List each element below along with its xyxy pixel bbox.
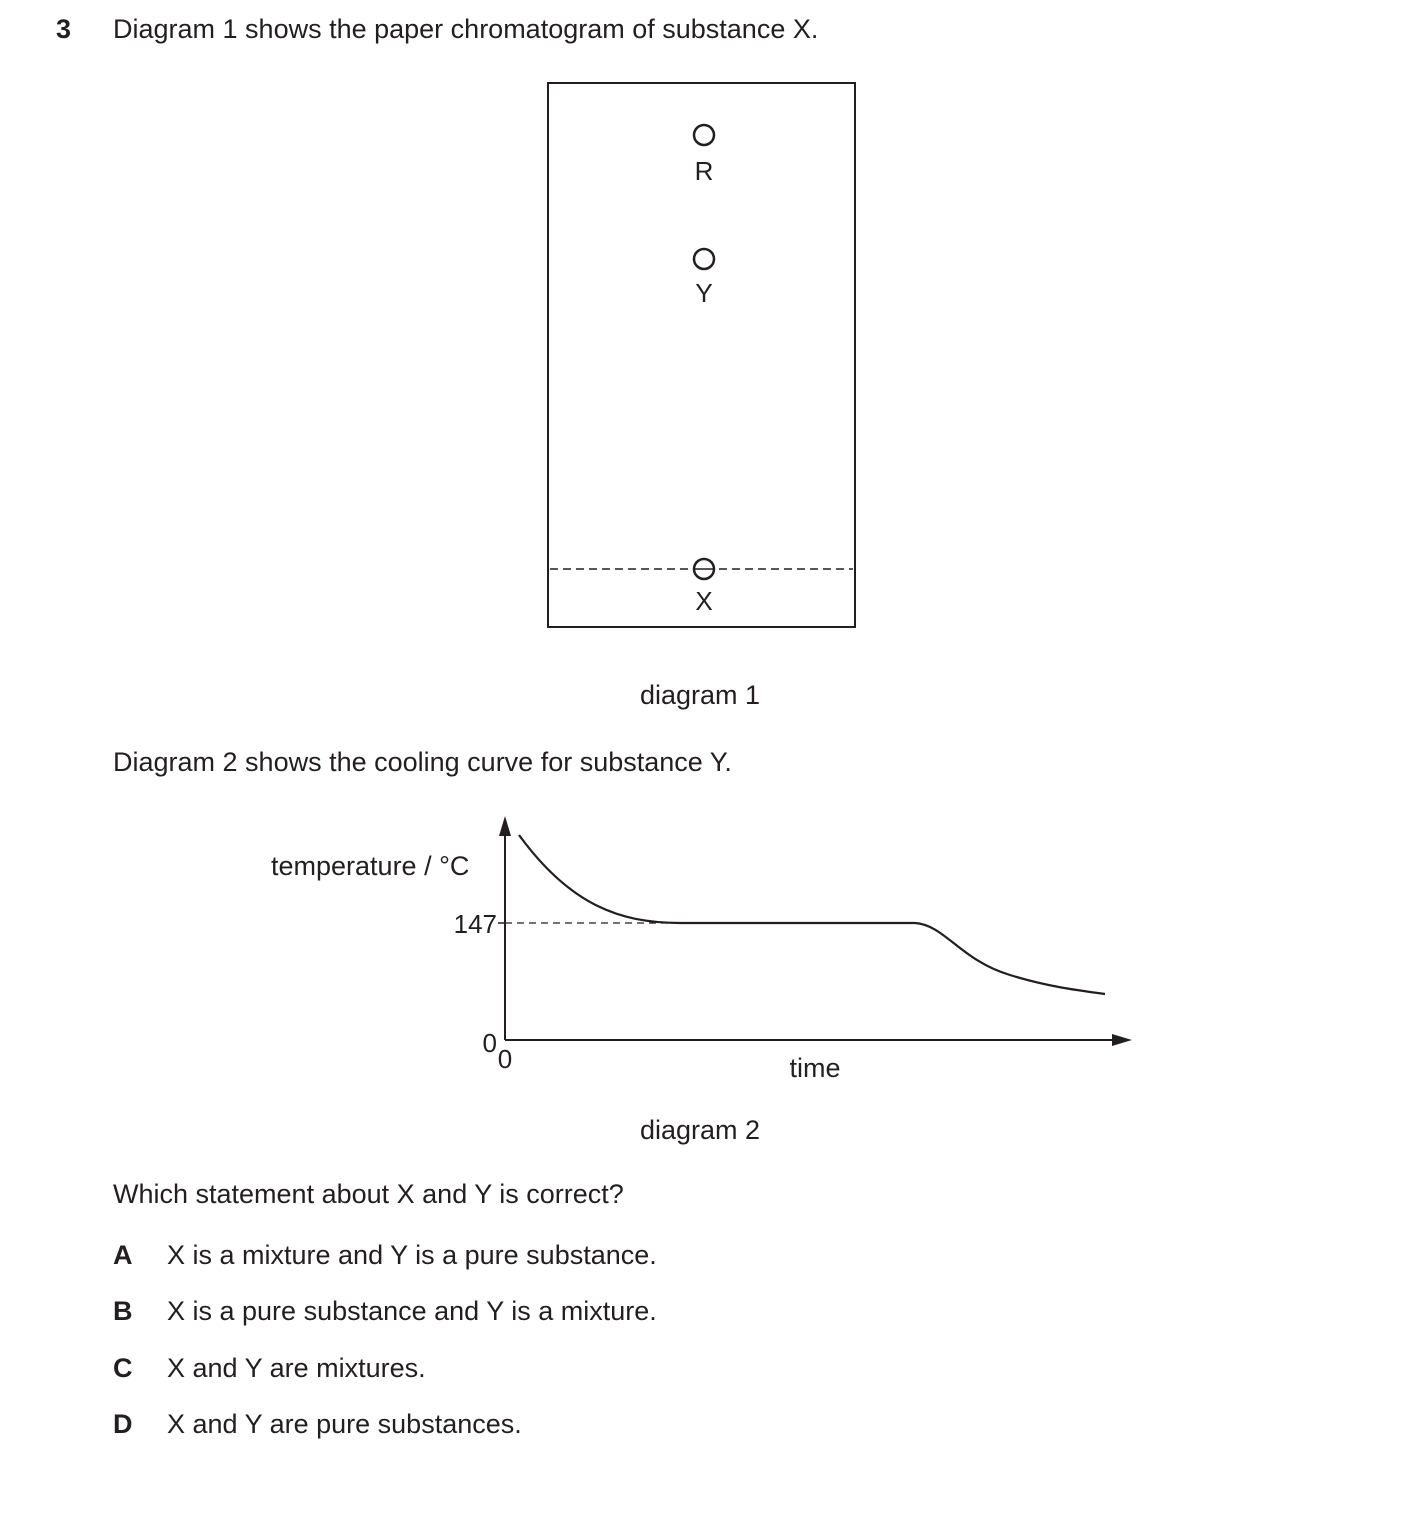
origin-y-label: 0 <box>482 1028 497 1058</box>
y-axis-label: temperature / °C <box>271 851 470 881</box>
option-b-letter: B <box>113 1296 133 1326</box>
x-axis-arrow <box>1112 1034 1132 1046</box>
option-b-text: X is a pure substance and Y is a mixture. <box>167 1296 657 1326</box>
cooling-curve-chart <box>271 816 1132 1083</box>
spot-r <box>694 125 714 145</box>
option-a-letter: A <box>113 1240 133 1270</box>
question-prompt: Which statement about X and Y is correct? <box>113 1179 624 1209</box>
spot-x-label: X <box>695 586 713 616</box>
cooling-curve-line <box>519 835 1105 994</box>
origin-x-label: 0 <box>497 1044 513 1074</box>
y-axis-arrow <box>499 816 511 836</box>
option-d-letter: D <box>113 1409 133 1439</box>
spot-y-label: Y <box>695 278 713 308</box>
option-a-text: X is a mixture and Y is a pure substance. <box>167 1240 657 1270</box>
x-axis-label: time <box>789 1053 841 1083</box>
diagram2-intro: Diagram 2 shows the cooling curve for substance Y. <box>113 747 732 777</box>
spot-r-label: R <box>694 156 714 186</box>
option-d-text: X and Y are pure substances. <box>167 1409 522 1439</box>
question-number: 3 <box>56 14 72 44</box>
diagram2-caption: diagram 2 <box>639 1115 761 1145</box>
tick-label-147: 147 <box>453 909 497 939</box>
option-c-letter: C <box>113 1353 133 1383</box>
diagram1-caption: diagram 1 <box>639 680 761 710</box>
question-intro: Diagram 1 shows the paper chromatogram of substance X. <box>113 14 819 44</box>
spot-y <box>694 249 714 269</box>
chromatogram-diagram <box>548 83 855 627</box>
option-c-text: X and Y are mixtures. <box>167 1353 426 1383</box>
